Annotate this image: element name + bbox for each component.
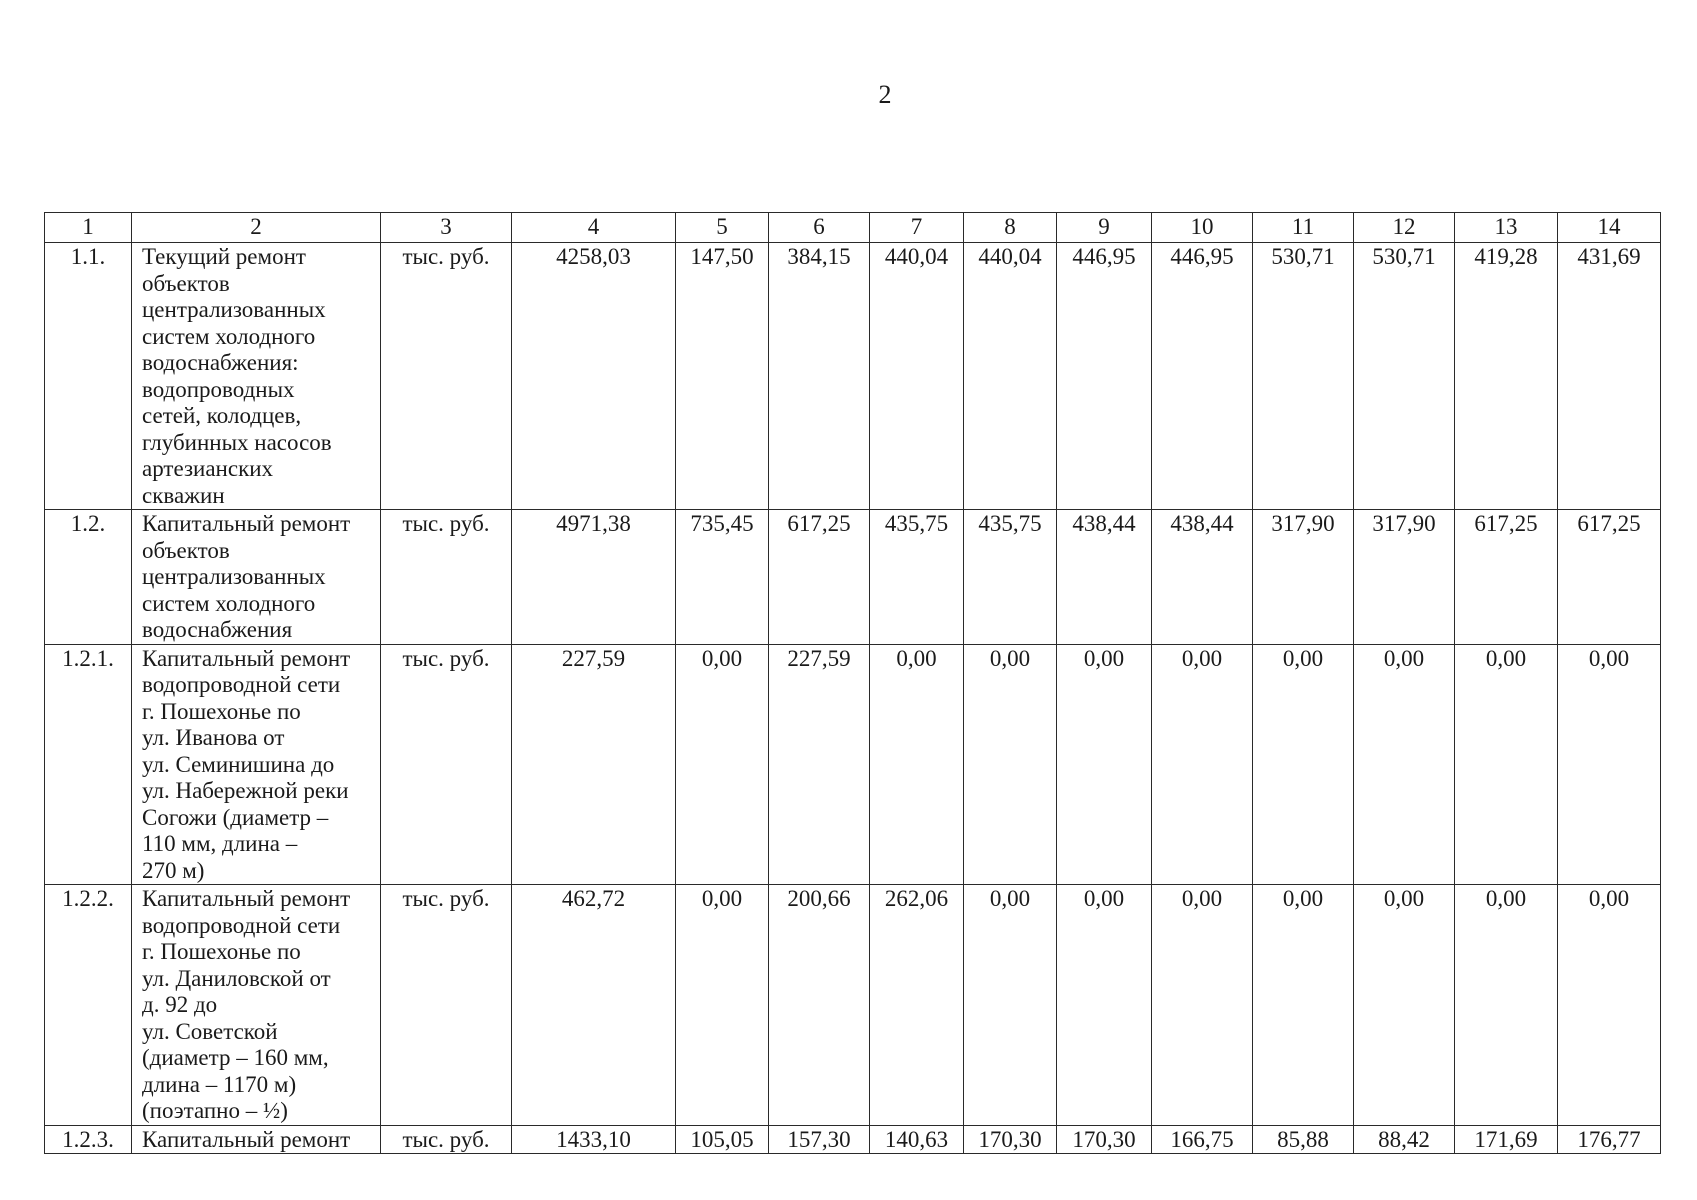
description-line: централизованных [142,564,326,589]
value-cell: 617,25 [1455,510,1558,645]
description-line: систем холодного [142,590,316,616]
value-cell: 0,00 [676,644,769,885]
description-line: объектов [142,270,230,296]
value-cell: 0,00 [1558,644,1661,885]
column-number-cell: 7 [870,213,964,243]
value-cell: 0,00 [1455,644,1558,885]
row-number-cell: 1.2.2. [45,885,132,1126]
value-cell: 735,45 [676,510,769,645]
value-cell: 4971,38 [512,510,676,645]
column-number-cell: 2 [132,213,381,243]
value-cell: 147,50 [676,243,769,510]
description-line: ул. Советской [142,1018,278,1044]
value-cell: 446,95 [1152,243,1253,510]
value-cell: 384,15 [769,243,870,510]
unit-cell: тыс. руб. [381,644,512,885]
column-number-cell: 6 [769,213,870,243]
value-cell: 0,00 [1152,885,1253,1126]
description-line: Текущий ремонт [142,244,306,269]
description-line: артезианских [142,456,274,481]
table-row [45,644,1661,885]
description-line: Капитальный ремонт [142,886,351,911]
description-line: водопроводной сети [142,912,341,938]
description-line: водоснабжения [142,617,293,642]
description-line: 270 м) [142,857,205,883]
value-cell: 140,63 [870,1125,964,1154]
table-row [45,510,1661,645]
row-description-cell [132,644,381,885]
value-cell: 431,69 [1558,243,1661,510]
description-line: централизованных [142,297,326,322]
row-description-cell [132,885,381,1126]
row-number-cell: 1.2.3. [45,1125,132,1154]
value-cell: 170,30 [964,1125,1057,1154]
value-cell: 88,42 [1354,1125,1455,1154]
description-line: ул. Семинишина до [142,751,335,777]
description-line: д. 92 до [142,992,218,1017]
description-line: 110 мм, длина – [142,831,298,856]
value-cell: 0,00 [1558,885,1661,1126]
column-number-cell: 4 [512,213,676,243]
description-line: г. Пошехонье по [142,698,301,724]
unit-cell: тыс. руб. [381,1125,512,1154]
value-cell: 262,06 [870,885,964,1126]
value-cell: 435,75 [870,510,964,645]
value-cell: 530,71 [1253,243,1354,510]
value-cell: 446,95 [1057,243,1152,510]
value-cell: 0,00 [870,644,964,885]
row-description-cell [132,243,381,510]
table-row [45,1125,1661,1154]
value-cell: 530,71 [1354,243,1455,510]
description-line: Капитальный ремонт [142,1126,351,1152]
value-cell: 0,00 [1057,644,1152,885]
description-line: глубинных насосов [142,429,332,455]
value-cell: 0,00 [1057,885,1152,1126]
unit-cell: тыс. руб. [381,243,512,510]
description-line: ул. Даниловской от [142,965,331,991]
column-number-cell: 1 [45,213,132,243]
value-cell: 227,59 [512,644,676,885]
description-line: Капитальный ремонт [142,511,351,536]
value-cell: 462,72 [512,885,676,1126]
description-line: г. Пошехонье по [142,939,301,964]
description-line: ул. Иванова от [142,725,285,750]
description-line: систем холодного [142,323,316,349]
value-cell: 105,05 [676,1125,769,1154]
value-cell: 0,00 [1253,644,1354,885]
description-line: ул. Набережной реки [142,778,349,803]
column-number-cell: 12 [1354,213,1455,243]
description-line: Капитальный ремонт [142,645,351,671]
value-cell: 438,44 [1152,510,1253,645]
page-number: 2 [878,80,892,109]
description-line: скважин [142,482,225,508]
unit-cell: тыс. руб. [381,885,512,1126]
value-cell: 0,00 [1354,644,1455,885]
value-cell: 166,75 [1152,1125,1253,1154]
value-cell: 317,90 [1253,510,1354,645]
row-number-cell: 1.2.1. [45,644,132,885]
value-cell: 171,69 [1455,1125,1558,1154]
column-number-cell: 5 [676,213,769,243]
column-number-row [45,213,1661,243]
budget-table [44,212,1661,1154]
description-line: водопроводной сети [142,672,341,697]
row-description-cell [132,1125,381,1154]
column-number-cell: 8 [964,213,1057,243]
row-number-cell: 1.2. [45,510,132,645]
column-number-cell: 10 [1152,213,1253,243]
value-cell: 1433,10 [512,1125,676,1154]
value-cell: 0,00 [676,885,769,1126]
row-number-cell: 1.1. [45,243,132,510]
description-line: объектов [142,537,230,563]
column-number-cell: 14 [1558,213,1661,243]
value-cell: 0,00 [1354,885,1455,1126]
column-number-cell: 3 [381,213,512,243]
value-cell: 85,88 [1253,1125,1354,1154]
value-cell: 4258,03 [512,243,676,510]
value-cell: 617,25 [769,510,870,645]
column-number-cell: 9 [1057,213,1152,243]
unit-cell: тыс. руб. [381,510,512,645]
value-cell: 0,00 [1253,885,1354,1126]
description-line: (поэтапно – ½) [142,1098,288,1123]
value-cell: 0,00 [1455,885,1558,1126]
description-line: длина – 1170 м) [142,1071,297,1097]
description-line: сетей, колодцев, [142,403,302,428]
description-line: водоснабжения: [142,350,299,375]
row-description-cell [132,510,381,645]
column-number-cell: 11 [1253,213,1354,243]
table-row [45,885,1661,1126]
value-cell: 227,59 [769,644,870,885]
description-line: Согожи (диаметр – [142,804,329,830]
value-cell: 438,44 [1057,510,1152,645]
value-cell: 317,90 [1354,510,1455,645]
value-cell: 617,25 [1558,510,1661,645]
description-line: водопроводных [142,376,295,402]
column-number-cell: 13 [1455,213,1558,243]
value-cell: 440,04 [964,243,1057,510]
value-cell: 0,00 [1152,644,1253,885]
value-cell: 170,30 [1057,1125,1152,1154]
value-cell: 419,28 [1455,243,1558,510]
value-cell: 440,04 [870,243,964,510]
value-cell: 435,75 [964,510,1057,645]
value-cell: 0,00 [964,644,1057,885]
value-cell: 176,77 [1558,1125,1661,1154]
value-cell: 157,30 [769,1125,870,1154]
table-row [45,243,1661,510]
value-cell: 200,66 [769,885,870,1126]
description-line: (диаметр – 160 мм, [142,1045,329,1070]
value-cell: 0,00 [964,885,1057,1126]
